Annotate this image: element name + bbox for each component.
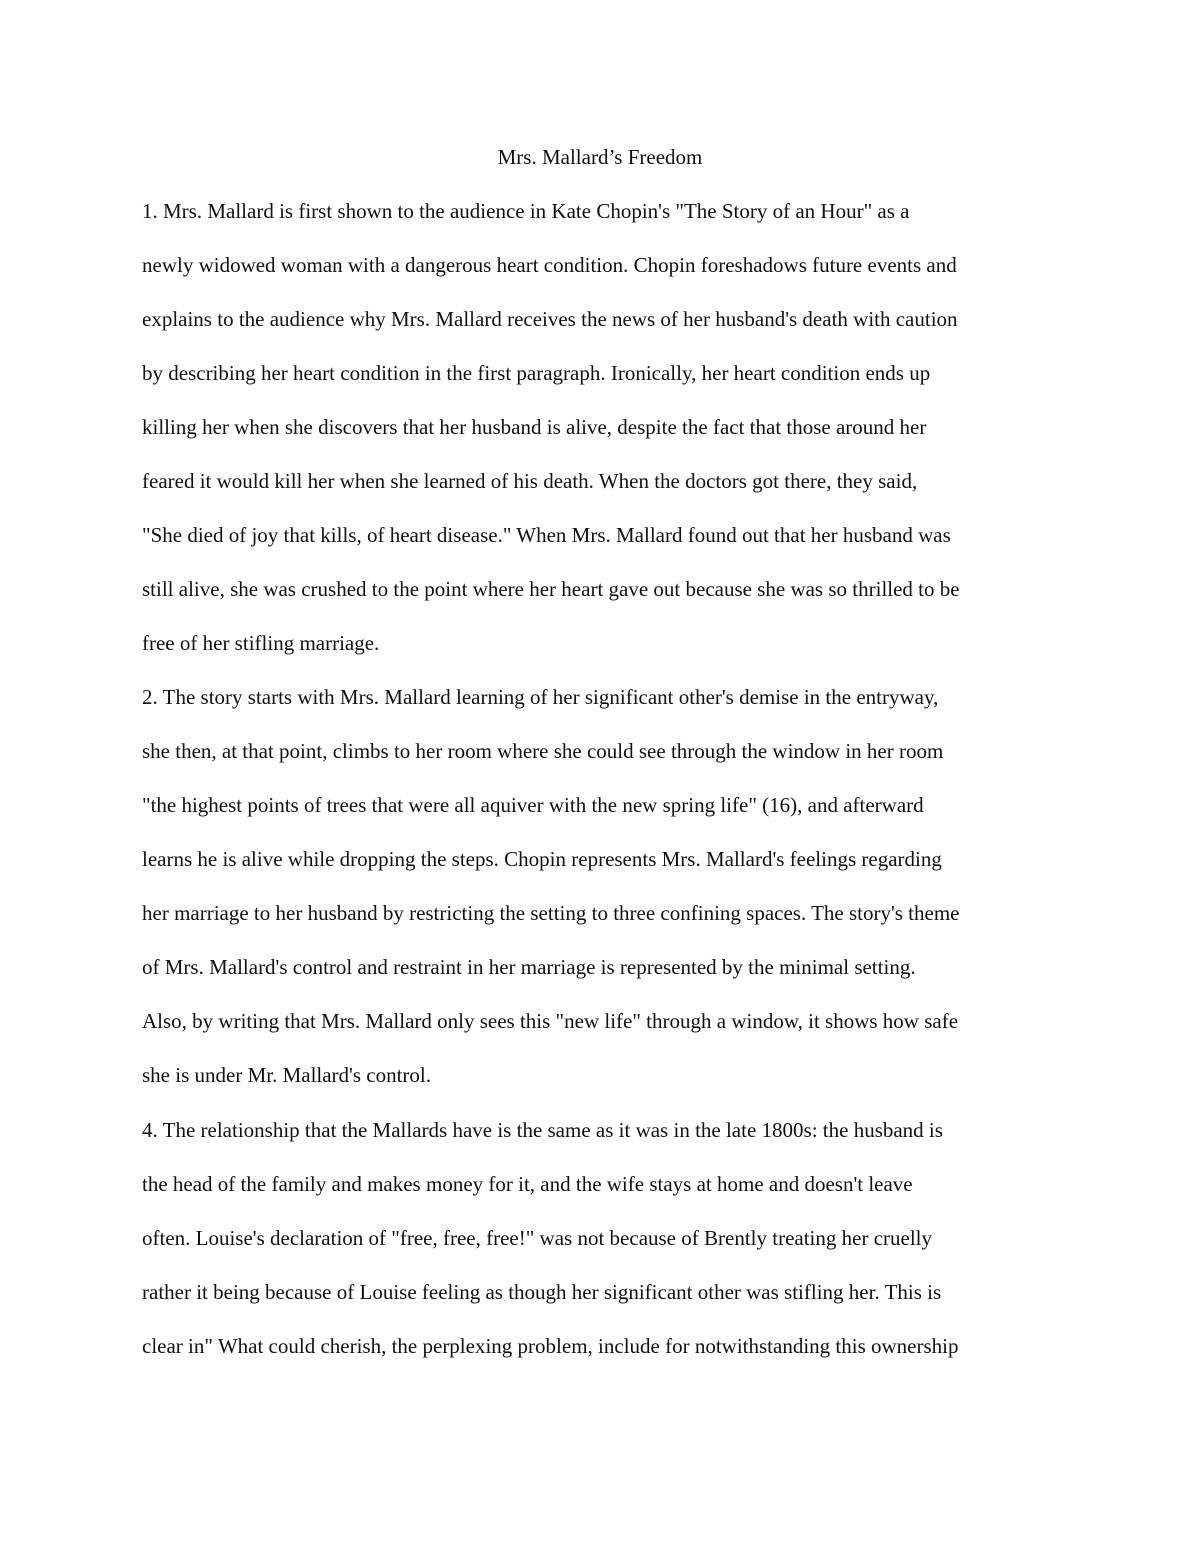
body-line-7: "She died of joy that kills, of heart disease." When Mrs. Mallard found out that her husband was [142, 523, 951, 547]
body-line-13: learns he is alive while dropping the steps. Chopin represents Mrs. Mallard's feelings regarding [142, 847, 942, 871]
body-line-14: her marriage to her husband by restricting the setting to three confining spaces. The story's theme [142, 901, 960, 925]
body-line-21: rather it being because of Louise feeling as though her significant other was stifling her. This is [142, 1280, 942, 1304]
body-line-18: 4. The relationship that the Mallards have is the same as it was in the late 1800s: the husband is [142, 1118, 943, 1142]
body-line-19: the head of the family and makes money for it, and the wife stays at home and doesn't leave [142, 1172, 913, 1196]
document-title: Mrs. Mallard’s Freedom [497, 145, 703, 169]
body-line-12: "the highest points of trees that were all aquiver with the new spring life" (16), and afterward [142, 793, 924, 817]
body-line-22: clear in" What could cherish, the perplexing problem, include for notwithstanding this ownership [142, 1334, 959, 1358]
body-line-5: killing her when she discovers that her husband is alive, despite the fact that those around her [142, 415, 927, 439]
body-line-1: 1. Mrs. Mallard is first shown to the audience in Kate Chopin's "The Story of an Hour" as a [142, 199, 910, 223]
body-line-3: explains to the audience why Mrs. Mallard receives the news of her husband's death with caution [142, 307, 958, 331]
body-line-6: feared it would kill her when she learned of his death. When the doctors got there, they said, [142, 469, 918, 493]
body-line-2: newly widowed woman with a dangerous heart condition. Chopin foreshadows future events and [142, 253, 957, 277]
body-line-17: she is under Mr. Mallard's control. [142, 1063, 431, 1087]
body-line-15: of Mrs. Mallard's control and restraint in her marriage is represented by the minimal setting. [142, 955, 916, 979]
body-line-10: 2. The story starts with Mrs. Mallard learning of her significant other's demise in the entryway, [142, 685, 939, 709]
body-line-9: free of her stifling marriage. [142, 631, 380, 655]
body-line-20: often. Louise's declaration of "free, free, free!" was not because of Brently treating her cruelly [142, 1226, 932, 1250]
body-line-16: Also, by writing that Mrs. Mallard only sees this "new life" through a window, it shows how safe [142, 1009, 959, 1033]
body-line-11: she then, at that point, climbs to her room where she could see through the window in her room [142, 739, 944, 763]
body-line-8: still alive, she was crushed to the point where her heart gave out because she was so thrilled to be [142, 577, 960, 601]
body-line-4: by describing her heart condition in the first paragraph. Ironically, her heart condition ends up [142, 361, 931, 385]
